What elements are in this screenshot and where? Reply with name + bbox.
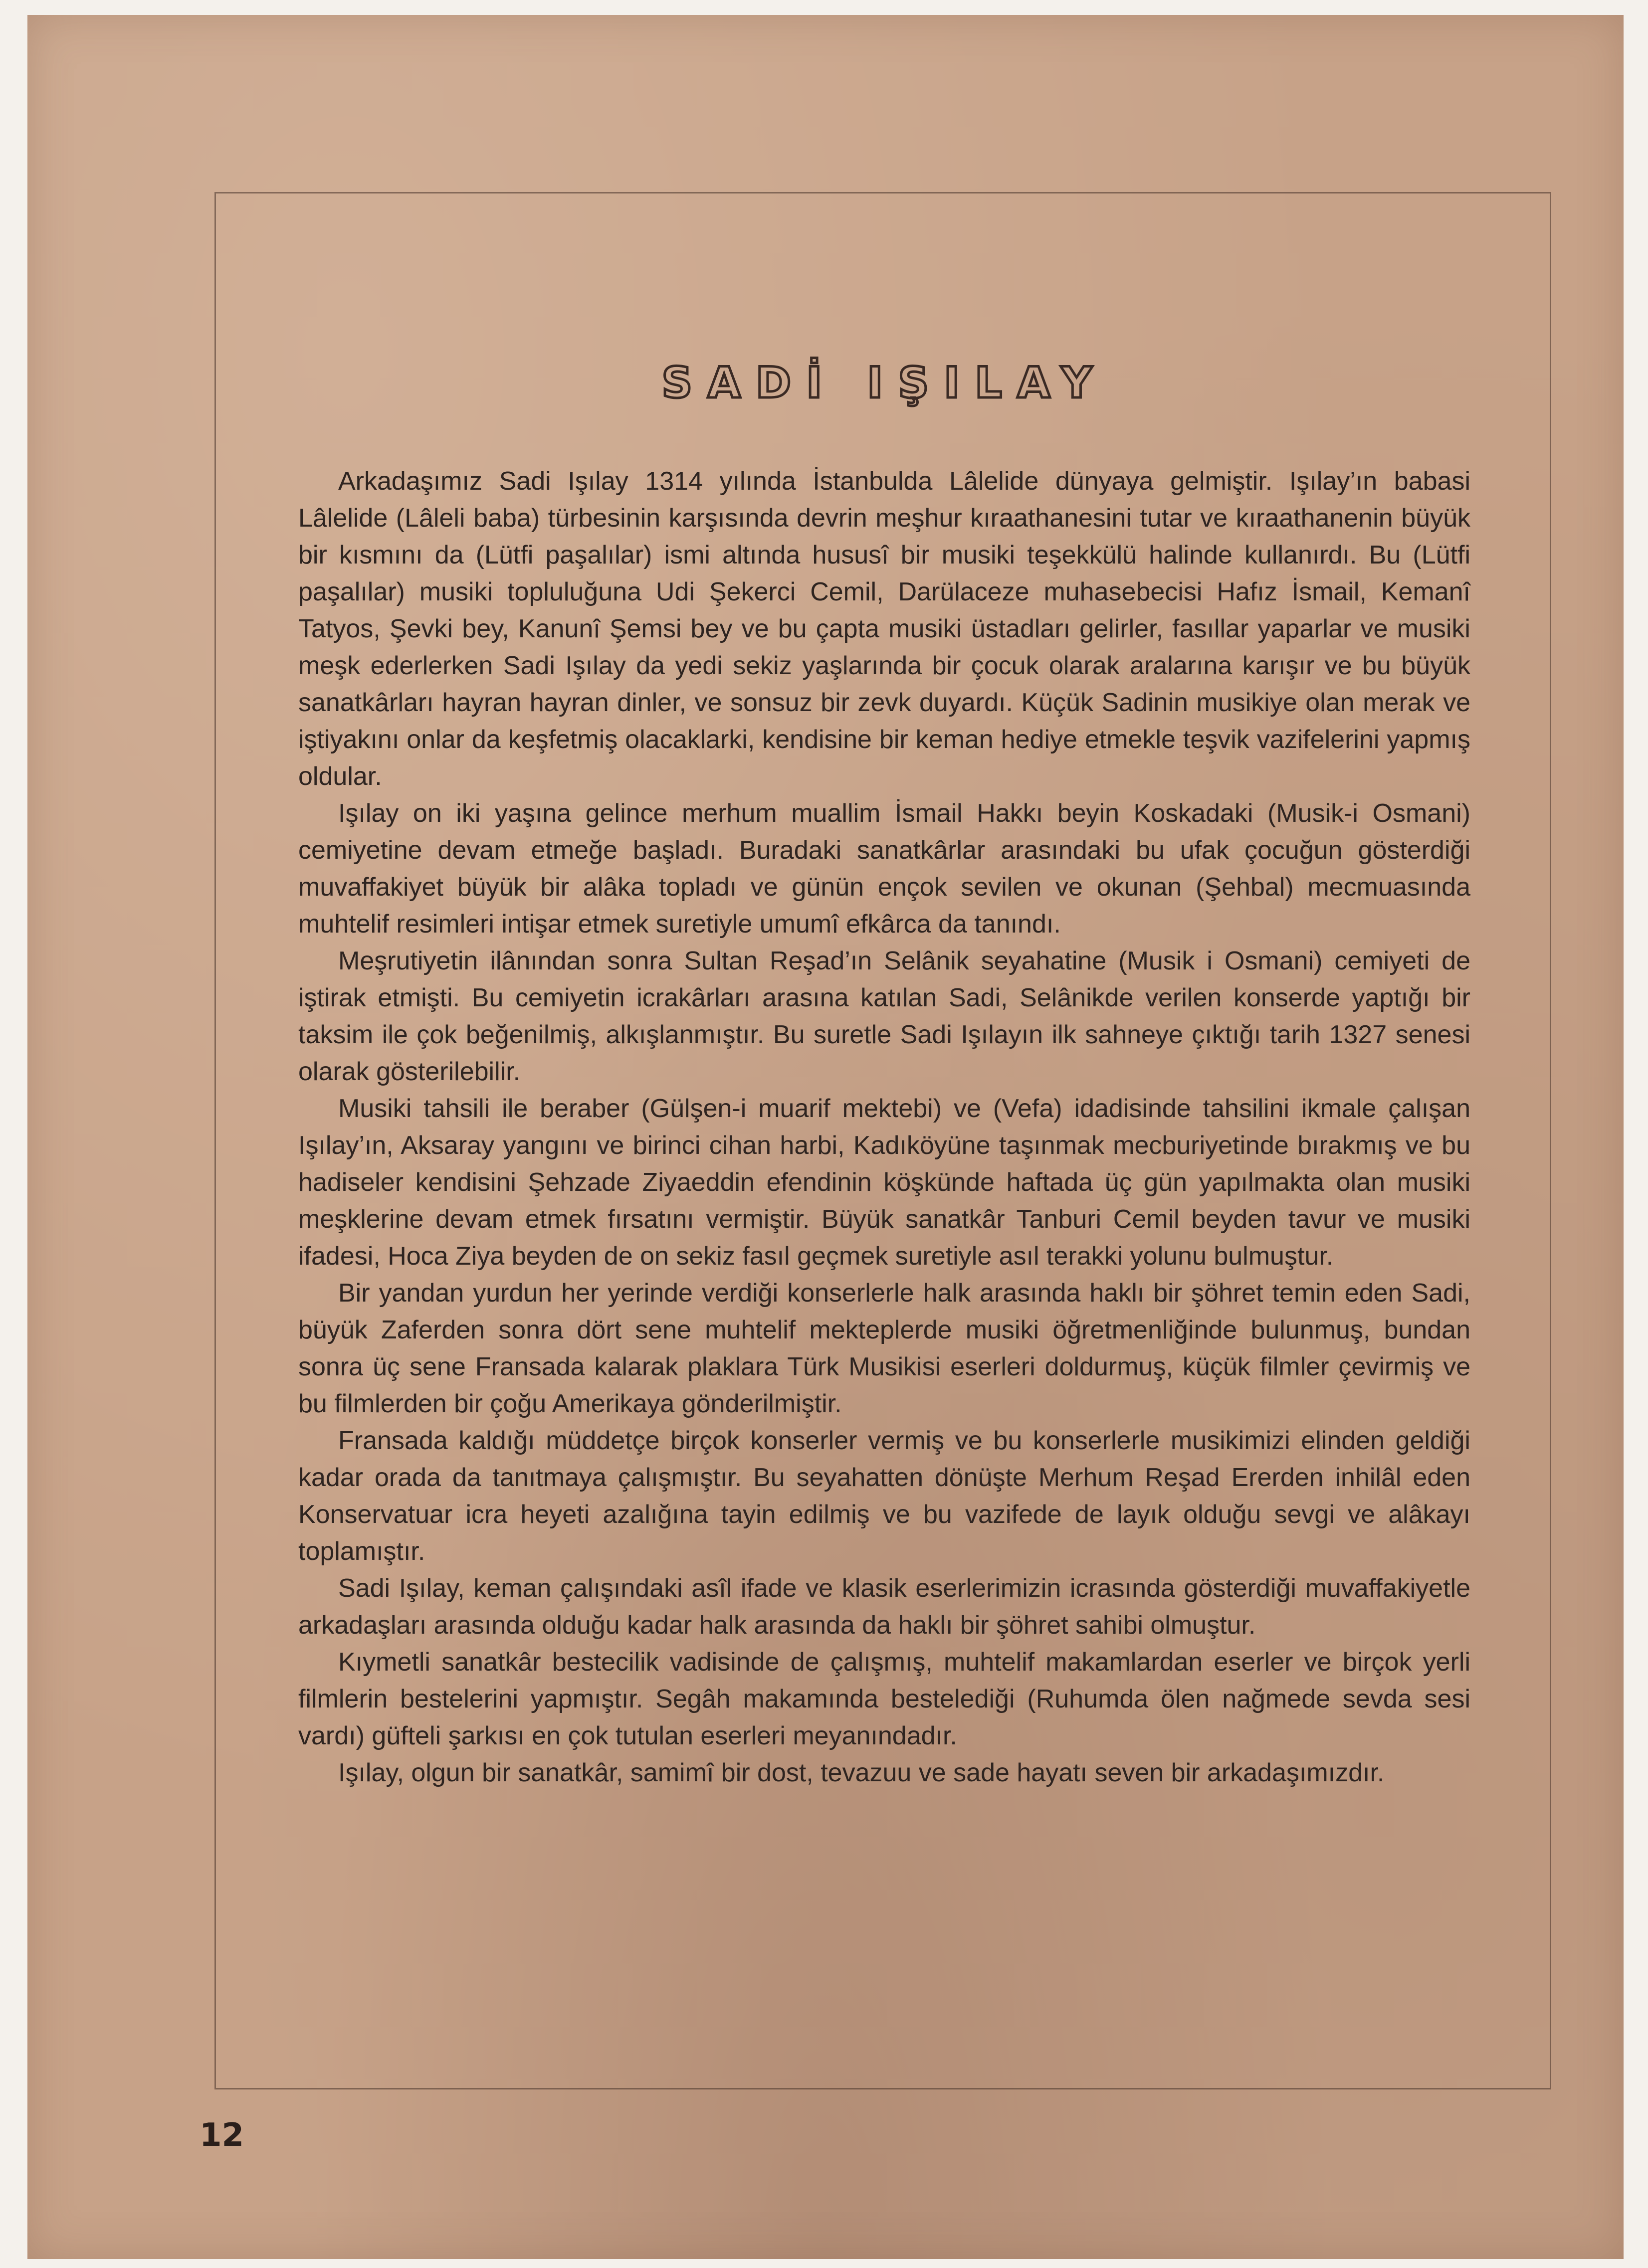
paragraph-8: Kıymetli sanatkâr bestecilik vadisinde de çalışmış, muhtelif makamlardan eserler ve birçok yerli filmlerin bestelerini yapmıştır. Segâh makamında bestelediği (Ruhumda ölen nağmede sevda sesi vardı) güfteli şarkısı en çok tutulan eserleri meyanındadır.: [298, 1648, 1470, 1750]
page-number: 12: [200, 2117, 244, 2154]
article-body: [298, 463, 1470, 1791]
paragraph-4: Musiki tahsili ile beraber (Gülşen-i muarif mektebi) ve (Vefa) idadisinde tahsilini ikmale çalışan Işılay’ın, Aksaray yangını ve birinci cihan harbi, Kadıköyüne taşınmak mecburiyetinde bırakmış ve bu hadiseler kendisini Şehzade Ziyaeddin efendinin köşkünde haftada üç gün yapılmakta olan musiki meşklerine devam etmek fırsatını vermiştir. Büyük sanatkâr Tanburi Cemil beyden tavur ve musiki ifadesi, Hoca Ziya beyden de on sekiz fasıl geçmek suretiyle asıl terakki yolunu bulmuştur.: [298, 1094, 1470, 1271]
paragraph-2: Işılay on iki yaşına gelince merhum muallim İsmail Hakkı beyin Koskadaki (Musik-i Osmani) cemiyetine devam etmeğe başladı. Buradaki sanatkârlar arasındaki bu ufak çocuğun gösterdiği muvaffakiyet büyük bir alâka topladı ve günün ençok sevilen ve okunan (Şehbal) mecmuasında muhtelif resimleri intişar etmek suretiyle umumî efkârca da tanındı.: [298, 799, 1470, 939]
paragraph-9: Işılay, olgun bir sanatkâr, samimî bir dost, tevazuu ve sade hayatı seven bir arkadaşımızdır.: [338, 1758, 1385, 1787]
paragraph-7: Sadi Işılay, keman çalışındaki asîl ifade ve klasik eserlerimizin icrasında gösterdiği muvaffakiyetle arkadaşları arasında olduğu kadar halk arasında da haklı bir şöhret sahibi olmuştur.: [298, 1574, 1470, 1640]
article-title: SADİ IŞILAY: [661, 358, 1107, 408]
text-frame: [214, 192, 1551, 2089]
paragraph-3: Meşrutiyetin ilânından sonra Sultan Reşad’ın Selânik seyahatine (Musik i Osmani) cemiyeti de iştirak etmişti. Bu cemiyetin icrakârları arasına katılan Sadi, Selânikde verilen konserde yaptığı bir taksim ile çok beğenilmiş, alkışlanmıştır. Bu suretle Sadi Işılayın ilk sahneye çıktığı tarih 1327 senesi olarak gösterilebilir.: [298, 946, 1470, 1086]
paragraph-6: Fransada kaldığı müddetçe birçok konserler vermiş ve bu konserlerle musikimizi elinden geldiği kadar orada da tanıtmaya çalışmıştır. Bu seyahatten dönüşte Merhum Reşad Ererden inhilâl eden Konservatuar icra heyeti azalığına tayin edilmiş ve bu vazifede de layık olduğu sevgi ve alâkayı toplamıştır.: [298, 1426, 1470, 1566]
paragraph-1: Arkadaşımız Sadi Işılay 1314 yılında İstanbulda Lâlelide dünyaya gelmiştir. Işılay’ın babasi Lâlelide (Lâleli baba) türbesinin karşısında devrin meşhur kıraathanesini tutar ve kıraathanenin büyük bir kısmını da (Lütfi paşalılar) ismi altında hususî bir musiki teşekkülü halinde kullanırdı. Bu (Lütfi paşalılar) musiki topluluğuna Udi Şekerci Cemil, Darülaceze muhasebecisi Hafız İsmail, Kemanî Tatyos, Şevki bey, Kanunî Şemsi bey ve bu çapta musiki üstadları gelirler, fasıllar yaparlar ve musiki meşk ederlerken Sadi Işılay da yedi sekiz yaşlarında bir çocuk olarak aralarına karışır ve bu büyük sanatkârları hayran hayran dinler, ve sonsuz bir zevk duyardı. Küçük Sadinin musikiye olan merak ve iştiyakını onlar da keşfetmiş olacaklarki, kendisine bir keman hediye etmekle teşvik vazifelerini yapmış oldular.: [298, 467, 1470, 791]
paper-sheet: [27, 15, 1624, 2259]
paragraph-5: Bir yandan yurdun her yerinde verdiği konserlerle halk arasında haklı bir şöhret temin eden Sadi, büyük Zaferden sonra dört sene muhtelif mekteplerde musiki öğretmenliğinde bulunmuş, bundan sonra üç sene Fransada kalarak plaklara Türk Musikisi eserleri doldurmuş, küçük filmler çevirmiş ve bu filmlerden bir çoğu Amerikaya gönderilmiştir.: [298, 1279, 1470, 1418]
